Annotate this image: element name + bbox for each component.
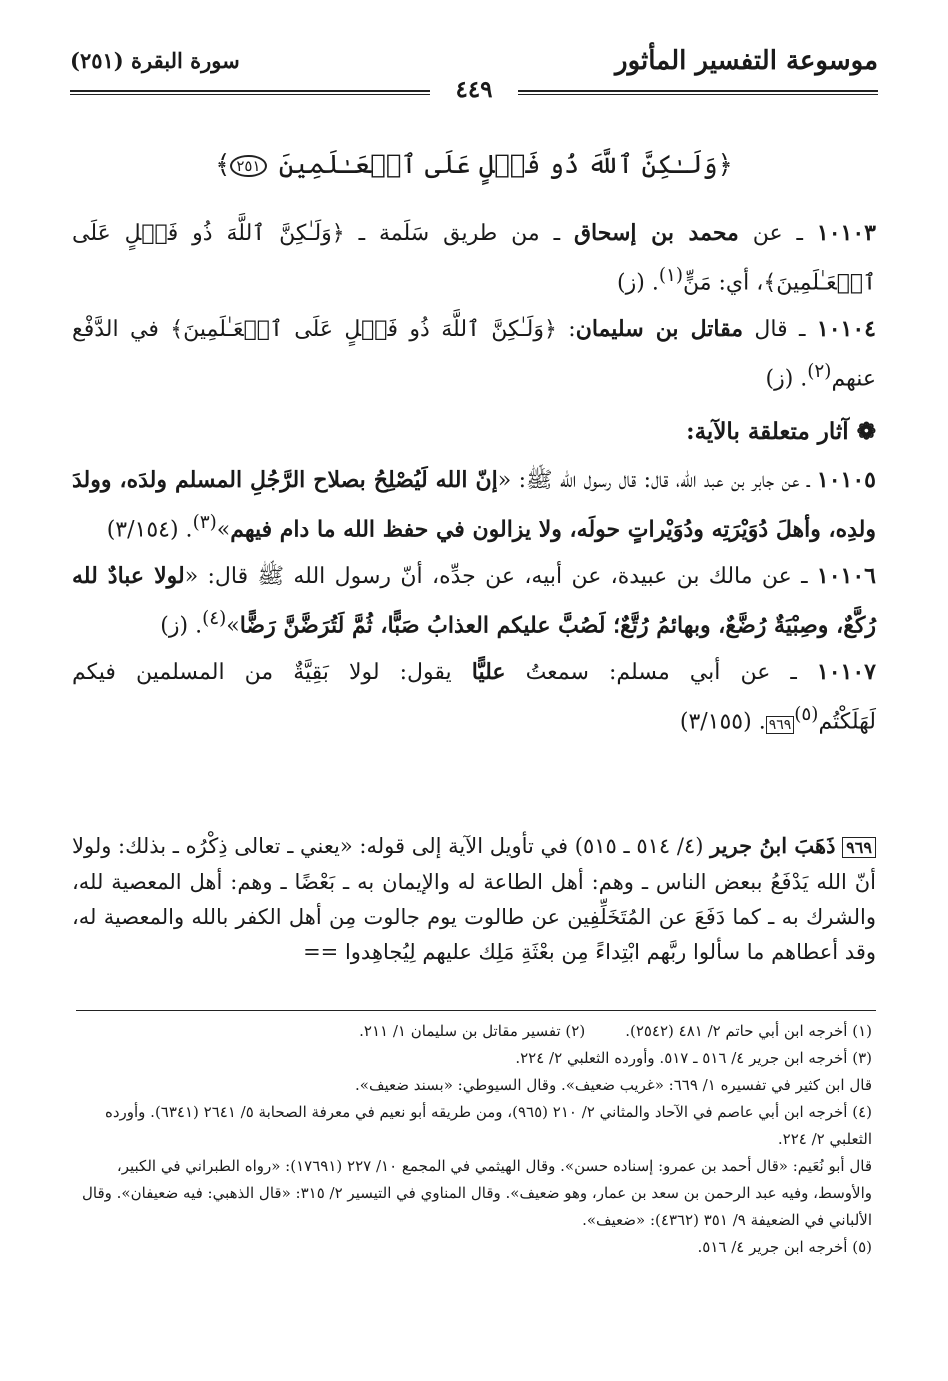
commentary-lead: ذَهَبَ ابنُ جرير [710, 833, 836, 858]
footnote-line: (٥) أخرجه ابن جرير ٤/ ٥١٦. [697, 1238, 872, 1256]
verse-heading [70, 150, 878, 180]
footnote-line: (٣) أخرجه ابن جرير ٤/ ٥١٦ ـ ٥١٧. وأورده الثعلبي ٢/ ٢٢٤. [515, 1049, 872, 1067]
page-number: ٤٤٩ [455, 76, 493, 103]
commentary-tag: ٩٦٩ [842, 837, 876, 858]
book-title: موسوعة التفسير المأثور [615, 46, 878, 76]
footnote-line: قال أبو نُعَيم: «قال أحمد بن عمرو: إسناده حسن». وقال الهيثمي في المجمع ١٠/ ٢٢٧ (١٧٦٩١): «رواه الطبراني في الكبير، والأوسط، وفيه عبد الرحمن بن سعد بن عمار، وهو ضعيف». وقال المناوي في التيسير ٢/ ٣١٥: «قال الذهبي: فيه ضعيفان». وقال الألباني في الضعيفة ٩/ ٣٥١ (٤٣٦٢): «ضعيف». [82, 1157, 872, 1229]
athar-10106: ١٠١٠٦ ـ عن مالك بن عبيدة، عن أبيه، عن جدِّه، أنّ رسول الله ﷺ قال: «لولا عبادٌ لله رُكَّعٌ، وصِبْيَةٌ رُضَّعٌ، وبهائمُ رُتَّعٌ؛ لَصُبَّ عليكم العذابُ صَبًّا، ثُمَّ لَتُرَضَّنَّ رَضًّا»$^{(٤)}$. (ز) [72, 562, 876, 639]
commentary-text: (٤/ ٥١٤ ـ ٥١٥) في تأويل الآية إلى قوله: «يعني ـ تعالى ذِكْرُه ـ بذلك: ولولا أنّ الله يَدْفَعُ ببعض الناس ـ وهم: أهل الطاعة له والإيمان به ـ بَعْضًا ـ وهم: أهل المعصية لله، والشرك به ـ كما دَفَعَ عن المُتَخَلِّفِين عن طالوت يوم جالوت مِن أهل الكفر بالله والمعصية له، وقد أعطاهم ما سألوا ربَّهم ابْتِداءً مِن بعْثَةِ مَلِك عليهم لِيُجاهِدوا == [72, 834, 876, 964]
commentary-note [72, 828, 876, 970]
footnote-divider [76, 1010, 876, 1011]
ornament-icon: ❁ [856, 417, 876, 445]
commentary-ref-tag[interactable]: ٩٦٩ [766, 716, 795, 734]
entry-10103: ١٠١٠٣ ـ عن محمد بن إسحاق ـ من طريق سَلَمة ـ ﴿وَلَـٰكِنَّ ٱللَّهَ ذُو فَضۡلٍ عَلَى ٱلۡعَـٰلَمِينَ﴾، أي: مَنٍّ$^{(١)}$. (ز) [72, 220, 876, 296]
header-rule-left [70, 90, 430, 95]
entries-block [72, 212, 876, 750]
footnote-line: قال ابن كثير في تفسيره ١/ ٦٦٩: «غريب ضعيف». وقال السيوطي: «بسند ضعيف». [355, 1076, 872, 1094]
footnotes [72, 1018, 872, 1261]
verse-close: ﴾ [215, 150, 231, 180]
surah-label: سورة البقرة (٢٥١) [70, 48, 240, 73]
verse-text: ﴿وَلَـٰكِنَّ ٱللَّهَ ذُو فَضۡلٍ عَلَى ٱلۡعَـٰلَمِينَ [278, 150, 733, 180]
footnote-line: (١) أخرجه ابن أبي حاتم ٢/ ٤٨١ (٢٥٤٢). (٢) تفسير مقاتل بن سليمان ١/ ٢١١. [359, 1022, 872, 1040]
athar-10105: ١٠١٠٥ ـ عن جابر بن عبد الله، قال: قال رسول الله ﷺ: «إنّ الله لَيُصْلِحُ بصلاح الرَّجُلِ المسلم ولدَه، وولدَ ولدِه، وأهلَ دُوَيْرَتِه ودُوَيْراتٍ حولَه، ولا يزالون في حفظ الله ما دام فيهم»$^{(٣)}$. (٣/١٥٤) [72, 466, 876, 542]
page-header [70, 40, 878, 103]
ayah-number: ٢٥١ [230, 155, 266, 177]
footnote-line: (٤) أخرجه ابن أبي عاصم في الآحاد والمثاني ٢/ ٢١٠ (٩٦٥)، ومن طريقه أبو نعيم في معرفة الصحابة ٥/ ٢٦٤١ (٦٣٤١). وأورده الثعلبي ٢/ ٢٢٤. [104, 1103, 872, 1148]
athar-10107: ١٠١٠٧ ـ عن أبي مسلم: سمعتُ عليًّا يقول: لولا بَقِيَّةٌ من المسلمين فيكم لَهَلَكْتُم$^{(٥)}$٩٦٩. (٣/١٥٥) [72, 659, 876, 735]
entry-10104: ١٠١٠٤ ـ قال مقاتل بن سليمان: ﴿وَلَـٰكِنَّ ٱللَّهَ ذُو فَضۡلٍ عَلَى ٱلۡعَـٰلَمِينَ﴾ في الدَّفْع عنهم$^{(٢)}$. (ز) [72, 316, 876, 392]
section-title: ❁ آثار متعلقة بالآية: [686, 417, 876, 445]
